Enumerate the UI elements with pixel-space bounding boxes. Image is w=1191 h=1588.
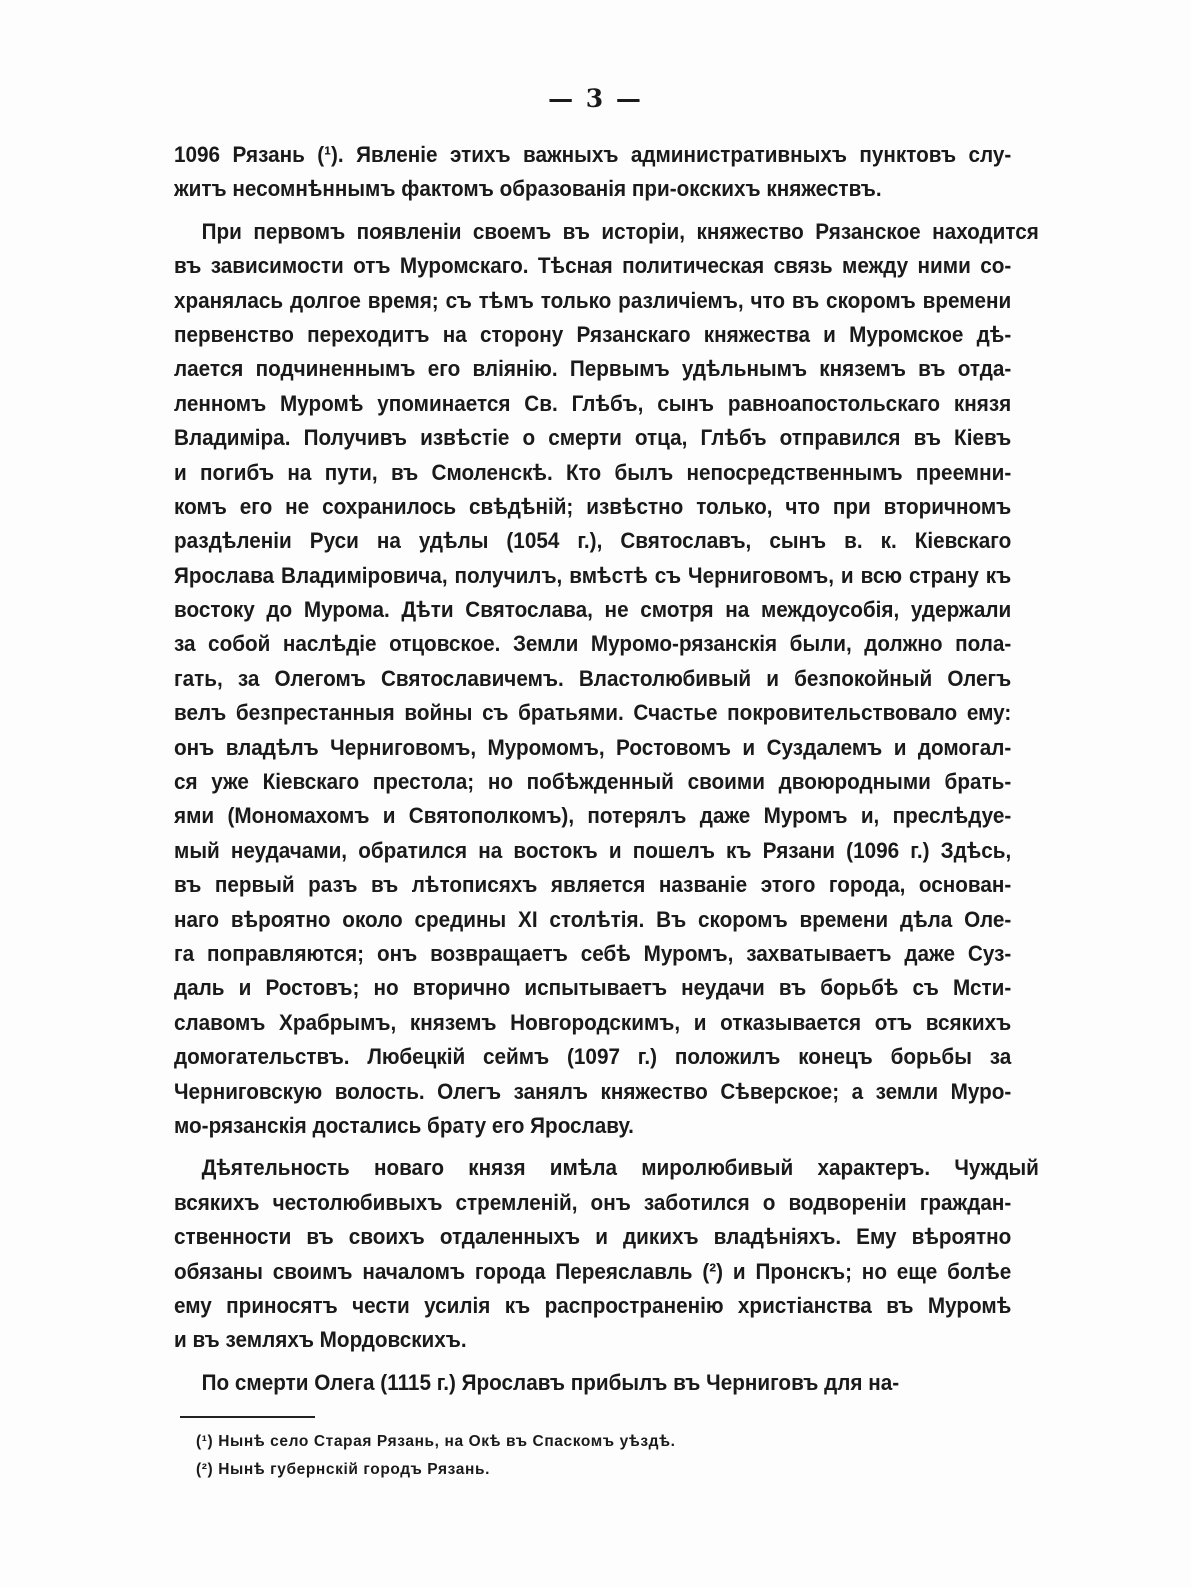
paragraph-2-line: мый неудачами, обратился на востокъ и пошелъ къ Рязани (1096 г.) Здѣсь, bbox=[174, 837, 1012, 863]
paragraph-2-line: ленномъ Муромѣ упоминается Св. Глѣбъ, сынъ равноапостольскаго князя bbox=[174, 390, 1012, 416]
footnotes bbox=[196, 1428, 896, 1484]
paragraph-2-line: въ зависимости отъ Муромскаго. Тѣсная политическая связь между ними со- bbox=[174, 253, 1012, 279]
paragraph-2-line: При первомъ появленіи своемъ въ исторіи, княжество Рязанское находится bbox=[201, 218, 1039, 244]
paragraph-2-line: ся уже Кіевскаго престола; но побѣжденный своими двоюродными брать- bbox=[174, 769, 1012, 795]
page-number: — 3 — bbox=[548, 84, 643, 113]
paragraph-gap bbox=[174, 1143, 1012, 1151]
paragraph-3-line: Дѣятельность новаго князя имѣла миролюбивый характеръ. Чуждый bbox=[201, 1155, 1039, 1181]
paragraph-2-line: гать, за Олегомъ Святославичемъ. Властолюбивый и безпокойный Олегъ bbox=[174, 665, 1012, 691]
paragraph-gap bbox=[174, 207, 1012, 215]
paragraph-3-line: обязаны своимъ началомъ города Переяславль (²) и Пронскъ; но еще болѣе bbox=[174, 1258, 1012, 1284]
paragraph-2-line: Черниговскую волость. Олегъ занялъ княжество Сѣверское; а земли Муро- bbox=[174, 1078, 1012, 1104]
paragraph-2-line: домогательствъ. Любецкій сеймъ (1097 г.) положилъ конецъ борьбы за bbox=[174, 1044, 1012, 1070]
paragraph-2-line: первенство переходитъ на сторону Рязанскаго княжества и Муромское дѣ- bbox=[174, 321, 1012, 347]
paragraph-2-line: Ярослава Владиміровича, получилъ, вмѣстѣ съ Черниговомъ, и всю страну къ bbox=[174, 562, 1012, 588]
paragraph-2-line: за собой наслѣдіе отцовское. Земли Муромо-рязанскія были, должно пола- bbox=[174, 631, 1012, 657]
paragraph-3-line: ему приносятъ чести усилія къ распространенію христіанства въ Муромѣ bbox=[174, 1292, 1012, 1318]
paragraph-2-line: мо-рязанскія достались брату его Ярославу. bbox=[174, 1112, 634, 1138]
paragraph-2-line: востоку до Мурома. Дѣти Святослава, не смотря на междоусобія, удержали bbox=[174, 597, 1012, 623]
paragraph-2-line: лается подчиненнымъ его вліянію. Первымъ удѣльнымъ княземъ въ отда- bbox=[174, 356, 1012, 382]
paragraph-2-line: и погибъ на пути, въ Смоленскѣ. Кто былъ непосредственнымъ преемни- bbox=[174, 459, 1012, 485]
paragraph-2-line: онъ владѣлъ Черниговомъ, Муромомъ, Ростовомъ и Суздалемъ и домогал- bbox=[174, 734, 1012, 760]
paragraph-2-line: даль и Ростовъ; но вторично испытываетъ неудачи въ борьбѣ съ Мсти- bbox=[174, 975, 1012, 1001]
paragraph-2-line: раздѣленіи Руси на удѣлы (1054 г.), Святославъ, сынъ в. к. Кіевскаго bbox=[174, 528, 1012, 554]
paragraph-1-line: житъ несомнѣннымъ фактомъ образованія при-окскихъ княжествъ. bbox=[174, 176, 882, 202]
footnote-divider bbox=[180, 1416, 315, 1418]
paragraph-2-line: велъ безпрестанныя войны съ братьями. Счастье покровительствовало ему: bbox=[174, 700, 1012, 726]
paragraph-3-line: и въ земляхъ Мордовскихъ. bbox=[174, 1327, 467, 1353]
paragraph-2-line: Владиміра. Получивъ извѣстіе о смерти отца, Глѣбъ отправился въ Кіевъ bbox=[174, 425, 1012, 451]
paragraph-3-line: ственности въ своихъ отдаленныхъ и дикихъ владѣніяхъ. Ему вѣроятно bbox=[174, 1224, 1012, 1250]
paragraph-3-line: всякихъ честолюбивыхъ стремленій, онъ заботился о водвореніи граждан- bbox=[174, 1189, 1012, 1215]
paragraph-2-line: комъ его не сохранилось свѣдѣній; извѣстно только, что при вторичномъ bbox=[174, 493, 1012, 519]
paragraph-2-line: славомъ Храбрымъ, княземъ Новгородскимъ, и отказывается отъ всякихъ bbox=[174, 1009, 1012, 1035]
footnote-1: (¹) Нынѣ село Старая Рязань, на Окѣ въ Спаскомъ уѣздѣ. bbox=[196, 1433, 676, 1450]
paragraph-1-line: 1096 Рязань (¹). Явленіе этихъ важныхъ административныхъ пунктовъ слу- bbox=[174, 142, 1012, 167]
paragraph-4-line: По смерти Олега (1115 г.) Ярославъ прибылъ въ Черниговъ для на- bbox=[201, 1369, 900, 1395]
paragraph-2-line: въ первый разъ въ лѣтописяхъ является названіе этого города, основан- bbox=[174, 872, 1012, 898]
paragraph-gap bbox=[174, 1358, 1012, 1366]
paragraph-2-line: наго вѣроятно около средины XI столѣтія. Въ скоромъ времени дѣла Оле- bbox=[174, 906, 1012, 932]
body-text bbox=[174, 138, 1039, 1400]
paragraph-2-line: хранялась долгое время; съ тѣмъ только различіемъ, что въ скоромъ времени bbox=[174, 287, 1012, 313]
paragraph-2-line: га поправляются; онъ возвращаетъ себѣ Муромъ, захватываетъ даже Суз- bbox=[174, 940, 1012, 966]
footnote-2: (²) Нынѣ губернскій городъ Рязань. bbox=[196, 1461, 490, 1478]
paragraph-2-line: ями (Мономахомъ и Святополкомъ), потерялъ даже Муромъ и, преслѣдуе- bbox=[174, 803, 1012, 829]
